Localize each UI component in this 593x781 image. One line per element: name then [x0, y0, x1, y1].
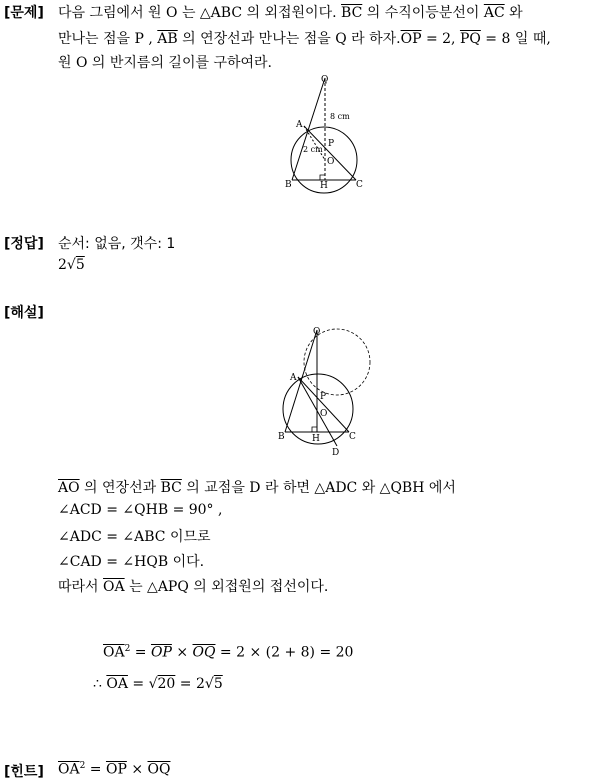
- fig2-label-b: B: [278, 432, 285, 442]
- problem-figure: [280, 72, 380, 194]
- right-angle-mark: [312, 427, 317, 432]
- explanation-line-3: ∠ADC = ∠ABC 이므로: [58, 529, 211, 545]
- problem-line-2: 만나는 점을 P , $\overline{AB}$ 의 연장선과 만나는 점을 Q 라 하자$.\overline{OP} = 2$, $\overline{PQ} = 8$ 일 때,: [58, 31, 551, 47]
- explanation-figure: [277, 322, 377, 458]
- problem-line-1: 다음 그림에서 원 O 는 △ABC 의 외접원이다. $\overline{BC}$ 의 수직이등분선이 $\overline{AC}$ 와: [58, 5, 523, 21]
- fig2-label-d: D: [332, 448, 340, 458]
- equation-1: $\overline{OA}^2 = \overline{OP} \times \overline{OQ} = 2 \times (2 + 8) = 20$: [103, 644, 354, 661]
- fig1-label-a: A: [296, 120, 303, 130]
- fig2-label-p: P: [320, 392, 327, 402]
- hint-label: [힌트]: [4, 764, 44, 780]
- problem-line-3: 원 O 의 반지름의 길이를 구하여라.: [58, 55, 272, 71]
- fig1-label-o: O: [327, 157, 335, 167]
- fig1-label-c: C: [356, 180, 363, 190]
- fig1-label-b: B: [285, 180, 292, 190]
- answer-meta: 순서: 없음, 갯수: 1: [58, 236, 176, 252]
- explanation-label: [해설]: [4, 305, 44, 321]
- answer-value: 2√5: [58, 257, 85, 273]
- fig2-label-c: C: [349, 432, 356, 442]
- fig1-label-len-op: 2 cm: [303, 145, 323, 154]
- hint-formula: $\overline{OA}^2 = \overline{OP} \times \overline{OQ}$: [58, 761, 171, 778]
- equation-2: ∴ $\overline{OA} = √20 = 2√5$: [93, 676, 223, 692]
- explanation-line-5: 따라서 $\overline{OA}$ 는 △APQ 의 외접원의 접선이다.: [58, 579, 329, 595]
- fig2-label-o: O: [320, 409, 328, 419]
- answer-label: [정답]: [4, 236, 44, 252]
- right-angle-mark: [320, 175, 325, 180]
- segment-ao: [304, 126, 325, 160]
- explanation-line-1: $\overline{AO}$ 의 연장선과 $\overline{BC}$ 의 교점을 D 라 하면 △ADC 와 △QBH 에서: [58, 480, 456, 496]
- fig2-label-q: Q: [313, 327, 321, 337]
- explanation-line-2: ∠ACD = ∠QHB = 90° ,: [58, 502, 223, 518]
- fig1-label-h: H: [320, 181, 328, 191]
- fig1-label-q: Q: [321, 75, 329, 85]
- fig1-label-p: P: [328, 139, 335, 149]
- fig2-label-h: H: [312, 434, 320, 444]
- fig1-label-len-pq: 8 cm: [330, 112, 350, 121]
- explanation-line-4: ∠CAD = ∠HQB 이다.: [58, 554, 205, 570]
- fig2-label-a: A: [290, 373, 297, 383]
- problem-label: [문제]: [4, 5, 44, 21]
- line-a-to-c: [298, 377, 349, 432]
